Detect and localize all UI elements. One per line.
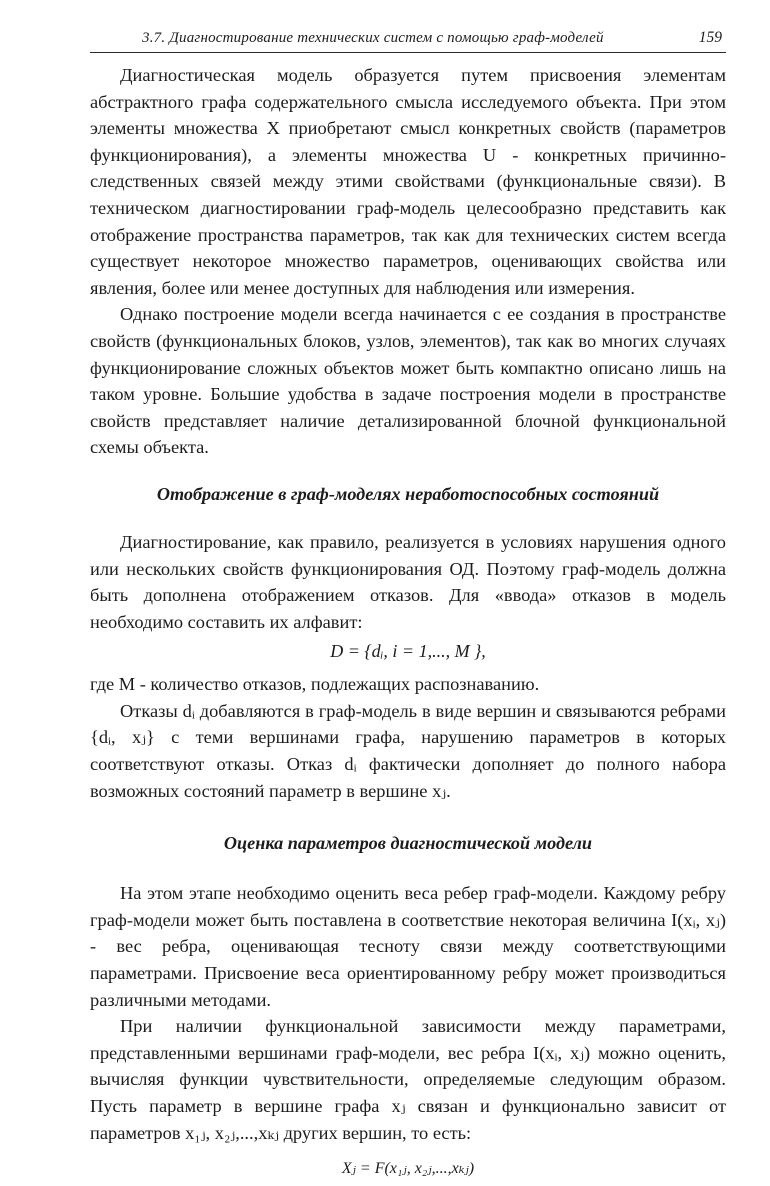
paragraph-model-definition: Диагностическая модель образуется путем присвоения элементам абстрактного графа содержательного смысла исследуемого объекта. При этом элементы множества X приобретают смысл конкретных свойств (параметров функционирования), а элементы множества U - конкретных причинно-следственных связей между этими свойствами (функциональные связи). В техническом диагностировании граф-модель целесообразно представить как отображение пространства параметров, так как для технических систем всегда существует некоторое множество параметров, оценивающих свойства или явления, более или менее доступных для наблюдения или измерения. xyxy=(90,65,726,298)
paragraph-sensitivity: При наличии функциональной зависимости между параметрами, представленными вершинами граф-модели, вес ребра I(xᵢ, xⱼ) можно оценить, вычисляя функции чувствительности, определяемые следующим образом. Пусть параметр в вершине графа xⱼ связан и функционально зависит от параметров x₁ⱼ, x₂ⱼ,...,xₖⱼ других вершин, то есть: xyxy=(90,1016,726,1143)
paragraph-fault-vertices: Отказы dᵢ добавляются в граф-модель в виде вершин и связываются ребрами {dᵢ, xⱼ} с теми вершинами графа, нарушению параметров в которых соответствуют отказы. Отказ dᵢ фактически дополняет до полного набора возможных состояний параметр в вершине xⱼ. xyxy=(90,700,726,801)
chapter-title: 3.7. Диагностирование технических систем с помощью граф-моделей xyxy=(142,30,604,46)
section-heading-parameters: Оценка параметров диагностической модели xyxy=(223,833,593,854)
section-heading-faults: Отображение в граф-моделях неработоспособных состояний xyxy=(156,483,660,504)
page-body xyxy=(90,62,726,1186)
page-number: 159 xyxy=(698,29,722,46)
paragraph-edge-weights: На этом этапе необходимо оценить веса ребер граф-модели. Каждому ребру граф-модели может быть поставлена в соответствие некоторая величина I(xᵢ, xⱼ) - вес ребра, оценивающая тесноту связи между соответствующими параметрами. Присвоение веса ориентированному ребру может производиться различными методами. xyxy=(90,883,726,1010)
paragraph-fault-alphabet: Диагностирование, как правило, реализуется в условиях нарушения одного или нескольких свойств функционирования ОД. Поэтому граф-модель должна быть дополнена отображением отказов. Для «ввода» отказов в модель необходимо составить их алфавит: xyxy=(90,531,726,632)
formula-dependency: Xⱼ = F(x₁ⱼ, x₂ⱼ,...,xₖⱼ) xyxy=(341,1160,475,1178)
paragraph-property-space: Однако построение модели всегда начинается с ее создания в пространстве свойств (функциональных блоков, узлов, элементов), так как во многих случаях функционирование сложных объектов может быть компактно описано лишь на таком уровне. Большие удобства в задаче построения модели в пространстве свойств представляет наличие детализированной блочной функциональной схемы объекта. xyxy=(90,304,726,458)
formula-fault-set: D = {dᵢ, i = 1,..., M }, xyxy=(330,641,486,662)
running-header xyxy=(90,26,726,53)
paragraph-fault-count: где M - количество отказов, подлежащих распознаванию. xyxy=(90,674,540,695)
